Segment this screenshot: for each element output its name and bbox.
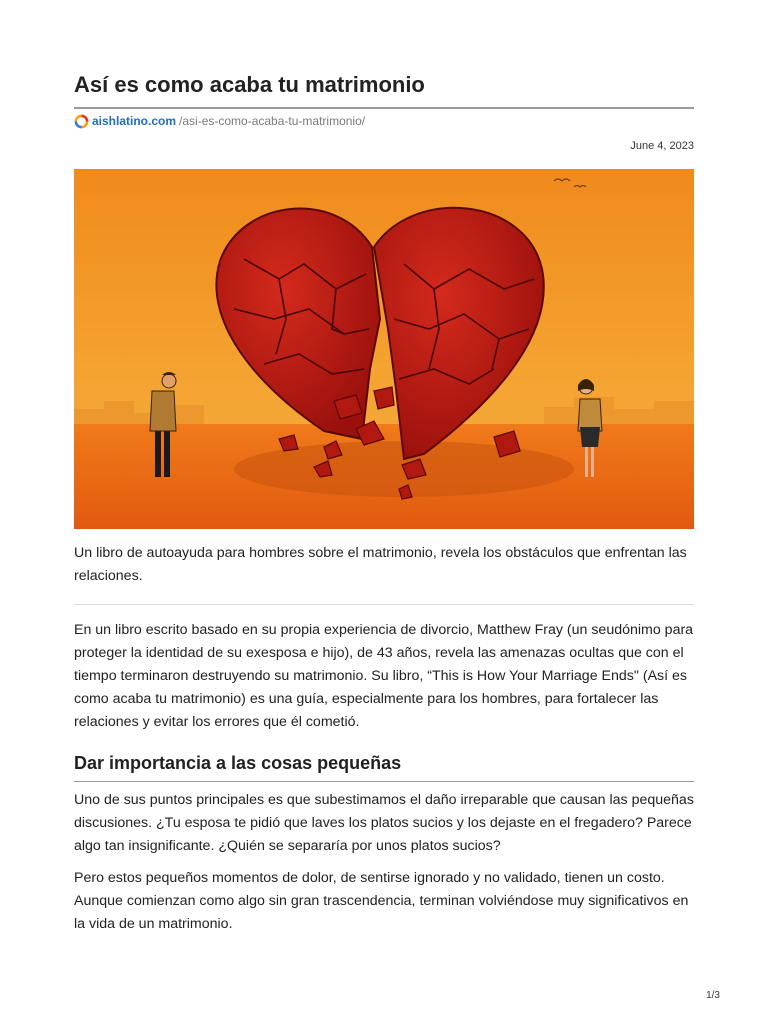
hero-image xyxy=(74,169,694,529)
title-divider xyxy=(74,107,694,109)
source-path[interactable]: /asi-es-como-acaba-tu-matrimonio/ xyxy=(179,114,366,128)
section-heading: Dar importancia a las cosas pequeñas xyxy=(74,753,402,773)
section-divider xyxy=(74,604,694,605)
broken-heart-illustration xyxy=(74,169,694,529)
site-logo-icon xyxy=(74,114,89,129)
body-paragraph-3: Pero estos pequeños momentos de dolor, de sentirse ignorado y no validado, tienen un costo. Aunque comienzan como algo sin gran trascendencia, terminan volviéndose muy significativos en la vida de un matrimonio. xyxy=(74,870,689,932)
publish-date: June 4, 2023 xyxy=(630,140,694,152)
body-paragraph-2: Uno de sus puntos principales es que subestimamos el daño irreparable que causan las pequeñas discusiones. ¿Tu esposa te pidió que laves los platos sucios y los dejaste en el fregadero? Parece algo tan insignificante. ¿Quién se separaría por unos platos sucios? xyxy=(74,792,694,854)
page-number: 1/3 xyxy=(706,990,720,1001)
heading-divider xyxy=(74,781,694,782)
lead-paragraph: Un libro de autoayuda para hombres sobre el matrimonio, revela los obstáculos que enfrentan las relaciones. xyxy=(74,545,687,584)
source-domain[interactable]: aishlatino.com xyxy=(92,114,177,128)
page-title: Así es como acaba tu matrimonio xyxy=(74,72,425,97)
source-link[interactable] xyxy=(74,113,365,129)
body-paragraph-1: En un libro escrito basado en su propia experiencia de divorcio, Matthew Fray (un seudónimo para proteger la identidad de su exesposa e hijo), de 43 años, revela las amenazas ocultas que con el tiempo terminaron destruyendo su matrimonio. Su libro, “This is How Your Marriage Ends" (Así es como acaba tu matrimonio) es una guía, especialmente para los hombres, para fortalecer las relaciones y evitar los errores que él cometió. xyxy=(74,622,694,730)
